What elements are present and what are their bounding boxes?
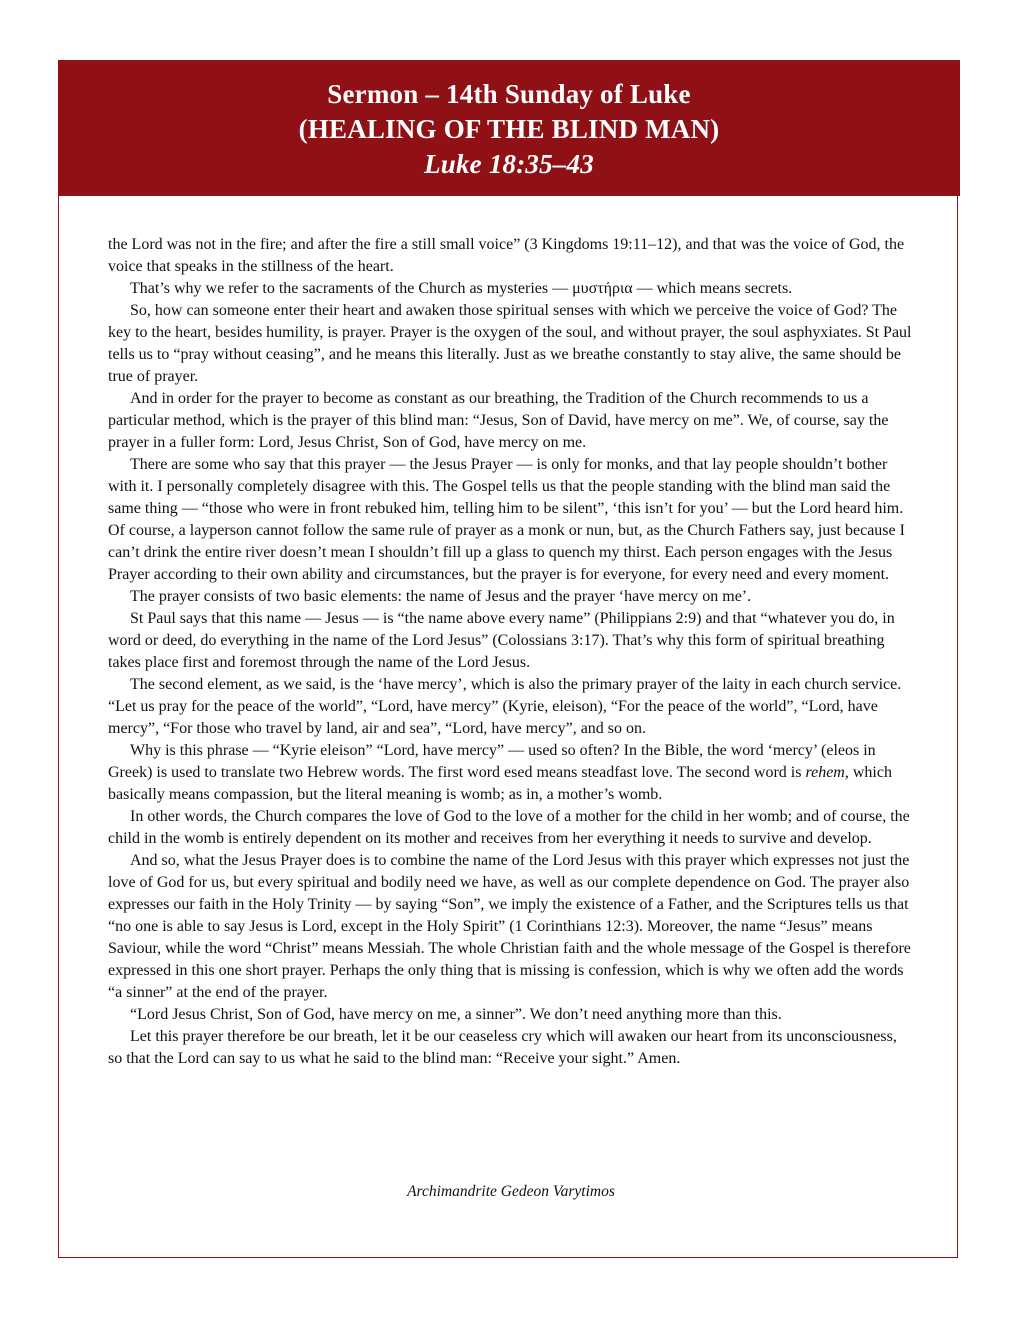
paragraph: That’s why we refer to the sacraments of the Church as mysteries — μυστήρια — which means secrets. bbox=[130, 280, 793, 297]
header-banner bbox=[58, 60, 960, 196]
paragraph: the Lord was not in the fire; and after the fire a still small voice” (3 Kingdoms 19:11–12), and that was the voice of God, the voice that speaks in the stillness of the heart. bbox=[108, 236, 905, 275]
paragraph: “Lord Jesus Christ, Son of God, have mercy on me, a sinner”. We don’t need anything more than this. bbox=[130, 1006, 782, 1023]
paragraph: Let this prayer therefore be our breath, let it be our ceaseless cry which will awaken our heart from its unconsciousness, so that the Lord can say to us what he said to the blind man: “Receive your sight.” Amen. bbox=[108, 1028, 897, 1067]
paragraph: So, how can someone enter their heart and awaken those spiritual senses with which we perceive the voice of God? The key to the heart, besides humility, is prayer. Prayer is the oxygen of the soul, and without prayer, the soul asphyxiates. St Paul tells us to “pray without ceasing”, and he means this literally. Just as we breathe constantly to stay alive, the same should be true of prayer. bbox=[108, 302, 912, 385]
hebrew-word-rehem: rehem bbox=[805, 764, 845, 781]
paragraph-text: esed means steadfast love. The second word is bbox=[504, 764, 806, 781]
paragraph: St Paul says that this name — Jesus — is “the name above every name” (Philippians 2:9) and that “whatever you do, in word or deed, do everything in the name of the Lord Jesus” (Colossians 3:17). That’s why this form of spiritual breathing takes place first and foremost through the name of the Lord Jesus. bbox=[108, 610, 895, 671]
paragraph: And so, what the Jesus Prayer does is to combine the name of the Lord Jesus with this prayer which expresses not just the love of God for us, but every spiritual and bodily need we have, as well as our complete dependence on God. The prayer also expresses our faith in the Holy Trinity — by saying “Son”, we imply the existence of a Father, and the Scriptures tells us that “no one is able to say Jesus is Lord, except in the Holy Spirit” (1 Corinthians 12:3). Moreover, the name “Jesus” means Saviour, while the word “Christ” means Messiah. The whole Christian faith and the whole message of the Gospel is therefore expressed in this one short prayer. Perhaps the only thing that is missing is confession, which is why we often add the words “a sinner” at the end of the prayer. bbox=[108, 852, 911, 1001]
paragraph-text: Why is this phrase — “Kyrie eleison” “Lord, have mercy” — used so often? In the Bible, the word ‘mercy’ (eleos in Greek) is used to translate two Hebrew words. The first word bbox=[108, 742, 876, 781]
scripture-reference: Luke 18:35–43 bbox=[424, 149, 594, 179]
sermon-subtitle: (HEALING OF THE BLIND MAN) bbox=[298, 114, 720, 144]
paragraph: The prayer consists of two basic elements: the name of Jesus and the prayer ‘have mercy on me’. bbox=[130, 588, 752, 605]
paragraph bbox=[108, 740, 914, 806]
paragraph: In other words, the Church compares the love of God to the love of a mother for the child in her womb; and of course, the child in the womb is entirely dependent on its mother and receives from her everything it needs to survive and develop. bbox=[108, 808, 910, 847]
paragraph-text: , which basically means compassion, but the literal meaning is womb; as in, a mother’s womb. bbox=[108, 764, 892, 803]
sermon-body bbox=[108, 234, 914, 1070]
paragraph: The second element, as we said, is the ‘have mercy’, which is also the primary prayer of the laity in each church service. “Let us pray for the peace of the world”, “Lord, have mercy” (Kyrie, eleison), “For the peace of the world”, “Lord, have mercy”, “For those who travel by land, air and sea”, “Lord, have mercy”, and so on. bbox=[108, 676, 902, 737]
paragraph: There are some who say that this prayer — the Jesus Prayer — is only for monks, and that lay people shouldn’t bother with it. I personally completely disagree with this. The Gospel tells us that the people standing with the blind man said the same thing — “those who were in front rebuked him, telling him to be silent”, ‘this isn’t for you’ — but the Lord heard him. Of course, a layperson cannot follow the same rule of prayer as a monk or nun, but, as the Church Fathers say, just because I can’t drink the entire river doesn’t mean I shouldn’t fill up a glass to quench my thirst. Each person engages with the Jesus Prayer according to their own ability and circumstances, but the prayer is for everyone, for every need and every moment. bbox=[108, 456, 905, 583]
sermon-title: Sermon – 14th Sunday of Luke bbox=[327, 79, 691, 109]
author-signature: Archimandrite Gedeon Varytimos bbox=[407, 1183, 615, 1200]
paragraph: And in order for the prayer to become as constant as our breathing, the Tradition of the Church recommends to us a particular method, which is the prayer of this blind man: “Jesus, Son of David, have mercy on me”. We, of course, say the prayer in a fuller form: Lord, Jesus Christ, Son of God, have mercy on me. bbox=[108, 390, 889, 451]
